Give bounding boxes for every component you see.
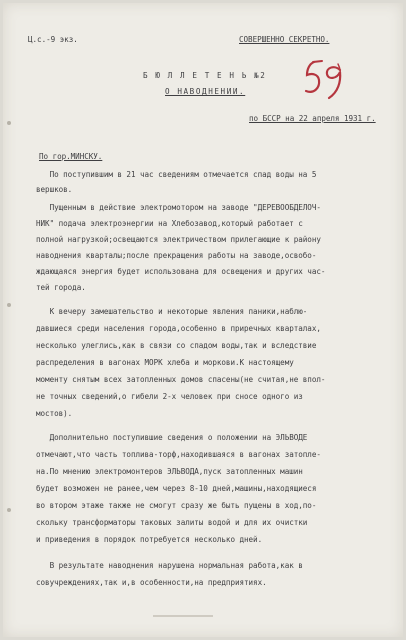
handwritten-page-number: [302, 58, 348, 102]
paragraph-line: ждающаяся энергия будет использована для освещения и других час-: [36, 267, 326, 276]
paper-smudge: [153, 615, 213, 617]
paragraph-line: По поступившим в 21 час сведениям отмечается спад воды на 5: [36, 170, 317, 179]
paragraph-line: наводнения кварталы;после прекращения работы на заводе,освобо-: [36, 251, 317, 260]
paragraph-line: давшиеся среди населения города,особенно в приречных кварталах,: [36, 324, 321, 333]
copy-number: Ц.с.-9 экз.: [28, 35, 78, 44]
paragraph-line: полной нагрузкой;освещаются электричеством прилегающие к району: [36, 235, 321, 244]
paragraph-line: Пущенным в действие электромотором на заводе "ДЕРЕВООБДЕЛОЧ-: [36, 203, 321, 212]
section-heading: По гор.МИНСКУ.: [39, 152, 103, 161]
paragraph-line: тей города.: [36, 283, 86, 292]
paragraph-line: несколько улеглись,как в связи со спадом воды,так и вследствие: [36, 341, 317, 350]
document-page: [3, 3, 403, 637]
paragraph-line: не точных сведений,о гибели 2-х человек при сносе одного из: [36, 392, 303, 401]
binding-hole: [7, 508, 11, 512]
paragraph-line: Дополнительно поступившие сведения о положении на ЭЛЬВОДЕ: [36, 433, 308, 442]
bulletin-title: Б Ю Л Л Е Т Е Н Ь №2: [143, 71, 267, 80]
paragraph-line: совучреждениях,так и,в особенности,на предприятиях.: [36, 578, 267, 587]
paragraph-line: на.По мнению электромонтеров ЭЛЬВОДА,пуск затопленных машин: [36, 467, 303, 476]
paragraph-line: скольку трансформаторы таковых залиты водой и для их очистки: [36, 518, 308, 527]
paragraph-line: отмечают,что часть топлива-торф,находившаяся в вагонах затопле-: [36, 450, 321, 459]
paragraph-line: будет возможен не ранее,чем через 8-10 дней,машины,находящиеся: [36, 484, 317, 493]
date-line: по БССР на 22 апреля 1931 г.: [249, 114, 376, 123]
paragraph-line: мостов).: [36, 409, 73, 418]
paragraph-line: К вечеру замешательство и некоторые явления паники,наблю-: [36, 307, 308, 316]
paragraph-line: во втором этаже также не смогут сразу же быть пущены в ход,по-: [36, 501, 317, 510]
paragraph-line: распределения в вагонах МОРК хлеба и моркови.К настоящему: [36, 358, 294, 367]
paragraph-line: В результате наводнения нарушена нормальная работа,как в: [36, 561, 303, 570]
paragraph-line: моменту снятым всех затопленных домов спасены(не считая,не впол-: [36, 375, 326, 384]
bulletin-subtitle: О НАВОДНЕНИИ.: [165, 87, 246, 96]
binding-hole: [7, 303, 11, 307]
paragraph-line: вершков.: [36, 185, 73, 194]
classification-stamp: СОВЕРШЕННО СЕКРЕТНО.: [239, 35, 330, 44]
binding-hole: [7, 121, 11, 125]
paragraph-line: и приведения в порядок потребуется несколько дней.: [36, 535, 263, 544]
paragraph-line: НИК" подача электроэнергии на Хлебозавод,который работает с: [36, 219, 303, 228]
handwritten-number-drawing: [302, 58, 348, 102]
